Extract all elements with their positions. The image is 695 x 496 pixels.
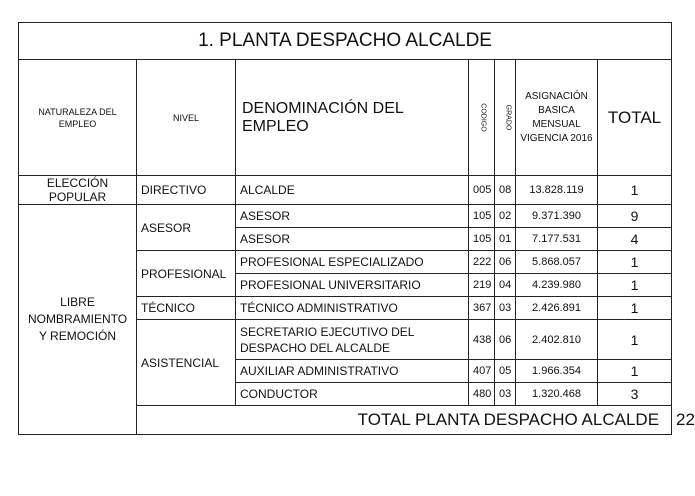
header-codigo: CODIGO: [469, 60, 495, 176]
denominacion-cell: CONDUCTOR: [236, 383, 469, 406]
nivel-cell: ASISTENCIAL: [137, 320, 236, 406]
denominacion-cell: ASESOR: [236, 228, 469, 251]
grado-cell: 03: [495, 297, 516, 320]
naturaleza-cell: LIBRE NOMBRAMIENTO Y REMOCIÓN: [19, 205, 137, 435]
table-title: 1. PLANTA DESPACHO ALCALDE: [19, 23, 672, 60]
codigo-cell: 480: [469, 383, 495, 406]
asignacion-cell: 7.177.531: [516, 228, 598, 251]
grado-cell: 05: [495, 360, 516, 383]
denominacion-cell: PROFESIONAL UNIVERSITARIO: [236, 274, 469, 297]
header-denominacion: DENOMINACIÓN DEL EMPLEO: [236, 60, 469, 176]
planta-table: [18, 22, 695, 435]
table-row: [19, 205, 672, 228]
denominacion-cell: AUXILIAR ADMINISTRATIVO: [236, 360, 469, 383]
total-cell: 1: [598, 251, 672, 274]
table-row: [19, 176, 672, 205]
denominacion-cell: ASESOR: [236, 205, 469, 228]
header-grado: GRADO: [495, 60, 516, 176]
header-asignacion: ASIGNACIÓN BASICA MENSUAL VIGENCIA 2016: [516, 60, 598, 176]
denominacion-cell: TÉCNICO ADMINISTRATIVO: [236, 297, 469, 320]
header-nivel: NIVEL: [137, 60, 236, 176]
asignacion-cell: 5.868.057: [516, 251, 598, 274]
total-cell: 3: [598, 383, 672, 406]
total-cell: 1: [598, 320, 672, 360]
denominacion-cell: SECRETARIO EJECUTIVO DEL DESPACHO DEL ALCALDE: [236, 320, 469, 360]
header-total: TOTAL: [598, 60, 672, 176]
footer-row: TOTAL PLANTA DESPACHO ALCALDE 22: [19, 406, 672, 435]
footer-label: TOTAL PLANTA DESPACHO ALCALDE: [137, 406, 672, 435]
denominacion-cell: ALCALDE: [236, 176, 469, 205]
codigo-cell: 005: [469, 176, 495, 205]
asignacion-cell: 2.426.891: [516, 297, 598, 320]
total-cell: 9: [598, 205, 672, 228]
asignacion-cell: 13.828.119: [516, 176, 598, 205]
grado-cell: 08: [495, 176, 516, 205]
header-naturaleza: NATURALEZA DEL EMPLEO: [19, 60, 137, 176]
nivel-cell: ASESOR: [137, 205, 236, 251]
codigo-cell: 219: [469, 274, 495, 297]
total-cell: 1: [598, 274, 672, 297]
asignacion-cell: 1.320.468: [516, 383, 598, 406]
total-cell: 1: [598, 297, 672, 320]
codigo-cell: 222: [469, 251, 495, 274]
nivel-cell: DIRECTIVO: [137, 176, 236, 205]
grado-cell: 02: [495, 205, 516, 228]
codigo-cell: 407: [469, 360, 495, 383]
grado-cell: 06: [495, 251, 516, 274]
naturaleza-cell: ELECCIÓN POPULAR: [19, 176, 137, 205]
grado-cell: 04: [495, 274, 516, 297]
denominacion-cell: PROFESIONAL ESPECIALIZADO: [236, 251, 469, 274]
asignacion-cell: 9.371.390: [516, 205, 598, 228]
asignacion-cell: 4.239.980: [516, 274, 598, 297]
codigo-cell: 105: [469, 228, 495, 251]
grado-cell: 06: [495, 320, 516, 360]
nivel-cell: PROFESIONAL: [137, 251, 236, 297]
codigo-cell: 367: [469, 297, 495, 320]
nivel-cell: TÉCNICO: [137, 297, 236, 320]
total-cell: 1: [598, 176, 672, 205]
codigo-cell: 438: [469, 320, 495, 360]
codigo-cell: 105: [469, 205, 495, 228]
total-cell: 4: [598, 228, 672, 251]
grado-cell: 03: [495, 383, 516, 406]
asignacion-cell: 1.966.354: [516, 360, 598, 383]
asignacion-cell: 2.402.810: [516, 320, 598, 360]
grado-cell: 01: [495, 228, 516, 251]
total-cell: 1: [598, 360, 672, 383]
